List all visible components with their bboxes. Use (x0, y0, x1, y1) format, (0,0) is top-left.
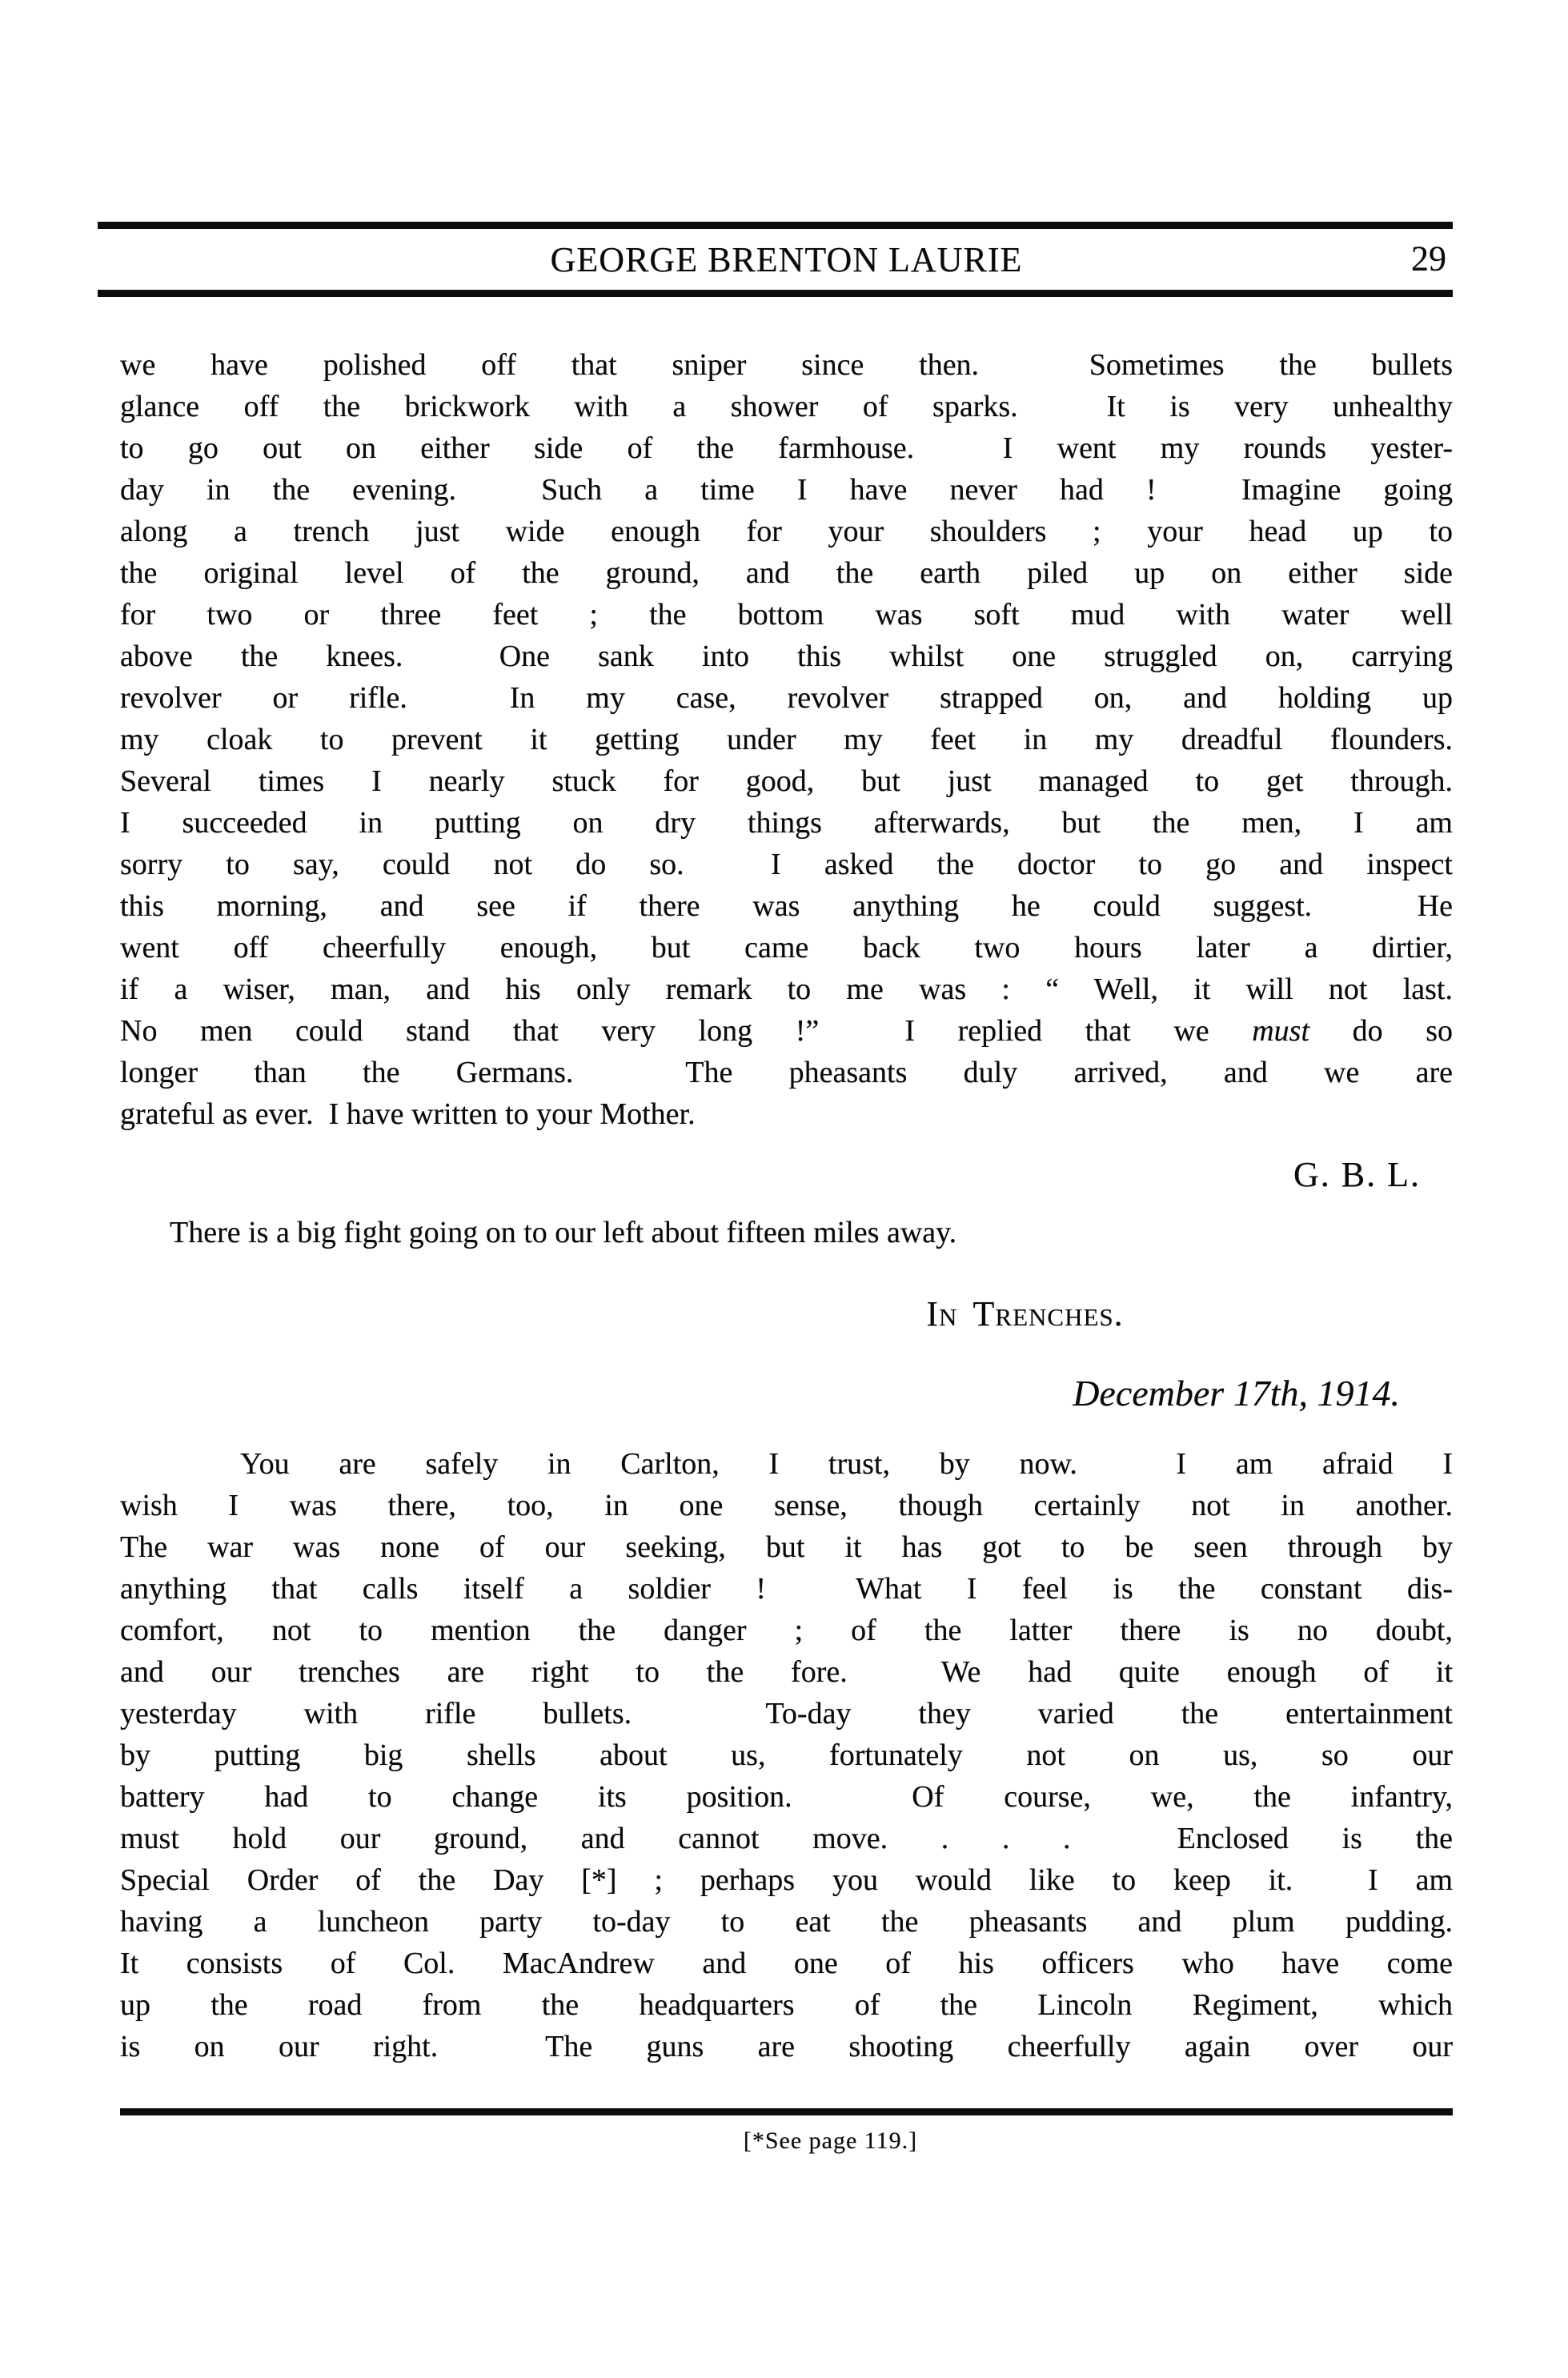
text-line: above the knees. One sank into this whilst one struggled on, carrying (120, 640, 1453, 673)
postscript-line: There is a big fight going on to our left about fifteen miles away. (170, 1216, 957, 1249)
text-line: and our trenches are right to the fore. We had quite enough of it (120, 1655, 1453, 1689)
text-line: glance off the brickwork with a shower of sparks. It is very unhealthy (120, 390, 1453, 423)
footnote-divider (120, 2108, 1453, 2115)
text-line: must hold our ground, and cannot move. . . . Enclosed is the (120, 1822, 1453, 1855)
text-line: sorry to say, could not do so. I asked the doctor to go and inspect (120, 848, 1453, 881)
page-number: 29 (1411, 239, 1446, 279)
text-line: if a wiser, man, and his only remark to me was : “ Well, it will not last. (120, 972, 1453, 1006)
section-heading: In Trenches. (926, 1294, 1124, 1333)
text-line: went off cheerfully enough, but came back two hours later a dirtier, (120, 931, 1453, 964)
text-line: The war was none of our seeking, but it has got to be seen through by (120, 1530, 1453, 1564)
page-header (98, 222, 1453, 297)
letter-body-second (120, 1443, 1453, 2067)
text-line: I succeeded in putting on dry things afterwards, but the men, I am (120, 806, 1453, 840)
text-line (120, 1010, 1453, 1052)
italic-text-segment: must (1252, 1014, 1310, 1048)
text-line: the original level of the ground, and the earth piled up on either side (120, 556, 1453, 590)
text-line: anything that calls itself a soldier ! What I feel is the constant dis- (120, 1572, 1453, 1606)
text-line: It consists of Col. MacAndrew and one of his officers who have come (120, 1947, 1453, 1980)
signature-initials: G. B. L. (1293, 1155, 1421, 1194)
text-line: my cloak to prevent it getting under my feet in my dreadful flounders. (120, 723, 1453, 756)
text-line: for two or three feet ; the bottom was soft mud with water well (120, 598, 1453, 632)
letter-date: December 17th, 1914. (1073, 1373, 1400, 1414)
text-segment: No men could stand that very long !” I replied that we (120, 1014, 1253, 1048)
text-line: revolver or rifle. In my case, revolver strapped on, and holding up (120, 681, 1453, 715)
text-segment: do so (1309, 1014, 1454, 1048)
text-line: yesterday with rifle bullets. To-day they varied the entertainment (120, 1697, 1453, 1730)
text-line: up the road from the headquarters of the Lincoln Regiment, which (120, 1988, 1453, 2022)
text-line: You are safely in Carlton, I trust, by now. I am afraid I (240, 1447, 1453, 1481)
text-line: having a luncheon party to-day to eat the pheasants and plum pudding. (120, 1905, 1453, 1939)
text-line: grateful as ever. I have written to your Mother. (120, 1097, 696, 1131)
text-line: battery had to change its position. Of course, we, the infantry, (120, 1780, 1453, 1814)
text-line: this morning, and see if there was anything he could suggest. He (120, 889, 1453, 923)
footnote: [*See page 119.] (743, 2127, 918, 2154)
text-line: day in the evening. Such a time I have never had ! Imagine going (120, 473, 1453, 507)
text-line: to go out on either side of the farmhouse. I went my rounds yester- (120, 431, 1453, 465)
text-line: wish I was there, too, in one sense, though certainly not in another. (120, 1489, 1453, 1522)
text-line: longer than the Germans. The pheasants duly arrived, and we are (120, 1056, 1453, 1089)
text-line: is on our right. The guns are shooting cheerfully again over our (120, 2030, 1453, 2063)
text-line: we have polished off that sniper since then. Sometimes the bullets (120, 348, 1453, 382)
text-line: Several times I nearly stuck for good, but just managed to get through. (120, 764, 1453, 798)
letter-body-first (120, 344, 1453, 1135)
text-line: comfort, not to mention the danger ; of the latter there is no doubt, (120, 1614, 1453, 1647)
text-line: by putting big shells about us, fortunately not on us, so our (120, 1738, 1453, 1772)
text-line: along a trench just wide enough for your shoulders ; your head up to (120, 515, 1453, 548)
page-header-title: GEORGE BRENTON LAURIE (550, 239, 1023, 279)
text-line: Special Order of the Day [*] ; perhaps you would like to keep it. I am (120, 1863, 1453, 1897)
page-content (120, 222, 1453, 2157)
